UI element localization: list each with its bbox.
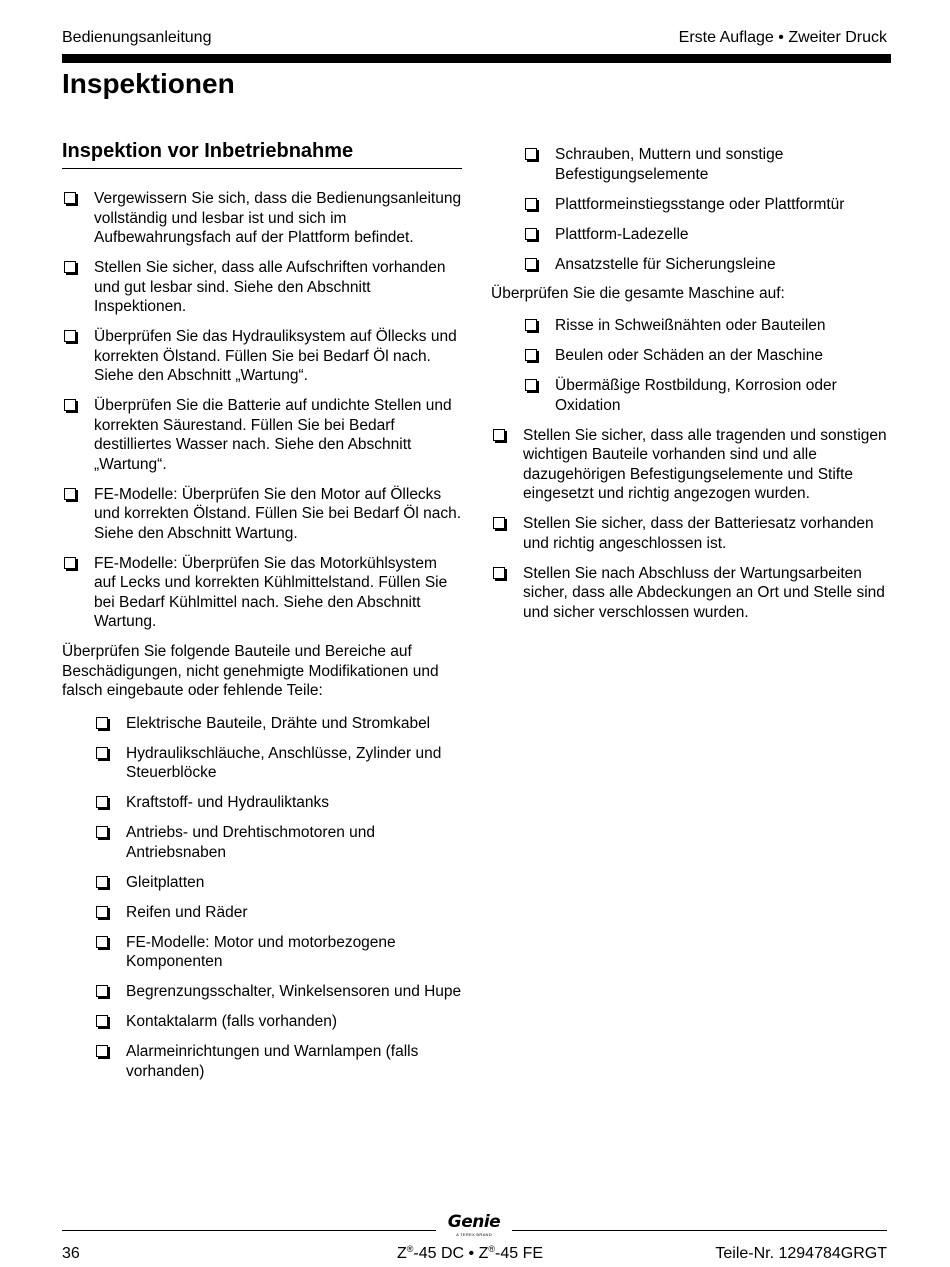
checklist-item-text: Überprüfen Sie die Batterie auf undichte Stellen und korrekten Säurestand. Füllen Sie bei Bedarf destilliertes Wasser nach. Siehe den Abschnitt „Wartung“. <box>94 397 452 473</box>
logo-wordmark: Genie <box>447 1212 501 1232</box>
checklist-item-text: FE-Modelle: Überprüfen Sie das Motorkühlsystem auf Lecks und korrekten Kühlmittelstand. Füllen Sie bei Bedarf Kühlmittel nach. Siehe den Abschnitt Wartung. <box>94 554 448 630</box>
checkbox-icon <box>64 557 76 569</box>
checkbox-icon <box>64 330 76 342</box>
header-edition: Erste Auflage • Zweiter Druck <box>678 29 887 46</box>
checklist-item-text: Kontaktalarm (falls vorhanden) <box>126 1013 338 1030</box>
checklist-item <box>94 903 462 923</box>
machine-intro: Überprüfen Sie die gesamte Maschine auf: <box>491 284 785 302</box>
checkbox-icon <box>96 826 108 838</box>
checkbox-icon <box>493 517 505 529</box>
checklist-item <box>523 195 891 215</box>
page-title: Inspektionen <box>62 68 235 99</box>
checklist-item <box>62 554 462 632</box>
checkbox-icon <box>96 936 108 948</box>
checkbox-icon <box>96 1015 108 1027</box>
section-title: Inspektion vor Inbetriebnahme <box>62 138 462 169</box>
checkbox-icon <box>525 258 537 270</box>
checklist-item <box>62 327 462 386</box>
checklist-item <box>94 744 462 783</box>
model-name: Z®-45 DC • Z®-45 FE <box>397 1244 544 1262</box>
components-checklist-continued <box>491 145 891 274</box>
checklist-item-text: Stellen Sie sicher, dass der Batteriesatz vorhanden und richtig angeschlossen ist. <box>523 515 874 552</box>
checkbox-icon <box>64 192 76 204</box>
checkbox-icon <box>96 876 108 888</box>
checkbox-icon <box>64 488 76 500</box>
checklist-item <box>94 1042 462 1081</box>
checkbox-icon <box>64 399 76 411</box>
checklist-item <box>94 1012 462 1032</box>
footer-rule-left <box>62 1230 436 1231</box>
checkbox-icon <box>525 349 537 361</box>
machine-checklist <box>491 316 891 415</box>
part-number: Teile-Nr. 1294784GRGT <box>715 1245 887 1262</box>
components-intro: Überprüfen Sie folgende Bauteile und Bereiche auf Beschädigungen, nicht genehmigte Modifikationen und falsch eingebaute oder fehlende Teile: <box>62 643 439 699</box>
checklist-item-text: Gleitplatten <box>126 873 205 891</box>
checkbox-icon <box>96 1045 108 1057</box>
checkbox-icon <box>525 198 537 210</box>
header-manual-title: Bedienungsanleitung <box>62 29 212 46</box>
checklist-item <box>94 873 462 893</box>
header-rule <box>62 54 891 63</box>
checklist-item <box>62 258 462 317</box>
checklist-item-text: Ansatzstelle für Sicherungsleine <box>555 255 776 273</box>
checklist-item-text: Stellen Sie sicher, dass alle Aufschriften vorhanden und gut lesbar sind. Siehe den Abschnitt Inspektionen. <box>94 259 446 315</box>
checklist-item-text: Vergewissern Sie sich, dass die Bedienungsanleitung vollständig und lesbar ist und sich im Aufbewahrungsfach auf der Plattform befindet. <box>94 190 462 246</box>
checkbox-icon <box>96 717 108 729</box>
checklist-item-text: Übermäßige Rostbildung, Korrosion oder Oxidation <box>555 377 837 414</box>
checklist-item <box>62 396 462 474</box>
pre-operation-checklist <box>62 189 462 632</box>
checkbox-icon <box>96 796 108 808</box>
checklist-item <box>62 485 462 544</box>
checkbox-icon <box>525 319 537 331</box>
checklist-item <box>523 346 891 366</box>
right-column <box>491 145 891 633</box>
checklist-item <box>94 714 462 734</box>
checklist-item-text: Stellen Sie sicher, dass alle tragenden und sonstigen wichtigen Bauteile vorhanden sind und alle dazugehörigen Befestigungselemente und Stifte eingesetzt und richtig angezogen wurden. <box>523 426 887 502</box>
checkbox-icon <box>525 379 537 391</box>
checklist-item-text: Hydraulikschläuche, Anschlüsse, Zylinder und Steuerblöcke <box>126 744 442 781</box>
checklist-item-text: Stellen Sie nach Abschluss der Wartungsarbeiten sicher, dass alle Abdeckungen an Ort und Stelle sind und sicher verschlossen wurden. <box>523 564 885 621</box>
final-checklist <box>491 426 891 623</box>
checklist-item <box>523 316 891 336</box>
checkbox-icon <box>96 747 108 759</box>
checklist-item-text: Elektrische Bauteile, Drähte und Stromkabel <box>126 714 431 732</box>
checklist-item <box>491 514 891 553</box>
checklist-item <box>94 793 462 813</box>
checklist-item-text: Alarmeinrichtungen und Warnlampen (falls vorhanden) <box>126 1043 419 1080</box>
checklist-item-text: Antriebs- und Drehtischmotoren und Antriebsnaben <box>126 824 375 861</box>
checklist-item <box>523 225 891 245</box>
checklist-item <box>523 376 891 415</box>
components-checklist <box>62 714 462 1082</box>
checklist-item-text: Risse in Schweißnähten oder Bauteilen <box>555 317 826 334</box>
checklist-item-text: Beulen oder Schäden an der Maschine <box>555 347 823 364</box>
checklist-item-text: Plattformeinstiegsstange oder Plattformtür <box>555 195 845 213</box>
checklist-item-text: Überprüfen Sie das Hydrauliksystem auf Öllecks und korrekten Ölstand. Füllen Sie bei Bedarf Öl nach. Siehe den Abschnitt „Wartung“. <box>94 328 457 384</box>
checklist-item <box>523 255 891 275</box>
checklist-item-text: FE-Modelle: Überprüfen Sie den Motor auf Öllecks und korrekten Ölstand. Füllen Sie bei Bedarf Öl nach. Siehe den Abschnitt Wartung. <box>94 485 462 542</box>
checklist-item-text: Schrauben, Muttern und sonstige Befestigungselemente <box>555 146 784 183</box>
checklist-item-text: Plattform-Ladezelle <box>555 225 689 243</box>
checkbox-icon <box>64 261 76 273</box>
checklist-item <box>62 189 462 248</box>
checklist-item-text: Reifen und Räder <box>126 903 248 921</box>
checklist-item <box>94 933 462 972</box>
checklist-item <box>491 426 891 504</box>
checkbox-icon <box>493 567 505 579</box>
checkbox-icon <box>96 906 108 918</box>
checklist-item <box>94 982 462 1002</box>
checklist-item <box>94 823 462 862</box>
page-number: 36 <box>62 1245 80 1262</box>
checklist-item <box>523 145 891 184</box>
checkbox-icon <box>525 228 537 240</box>
checklist-item-text: Begrenzungsschalter, Winkelsensoren und Hupe <box>126 983 462 1000</box>
left-column <box>62 138 462 1092</box>
logo-tagline: A TEREX BRAND <box>456 1232 492 1237</box>
checklist-item-text: Kraftstoff- und Hydrauliktanks <box>126 794 330 811</box>
checklist-item <box>491 564 891 623</box>
genie-logo <box>438 1212 510 1240</box>
checklist-item-text: FE-Modelle: Motor und motorbezogene Komponenten <box>126 933 396 970</box>
checkbox-icon <box>493 429 505 441</box>
footer-rule-right <box>512 1230 887 1231</box>
checkbox-icon <box>96 985 108 997</box>
checkbox-icon <box>525 148 537 160</box>
